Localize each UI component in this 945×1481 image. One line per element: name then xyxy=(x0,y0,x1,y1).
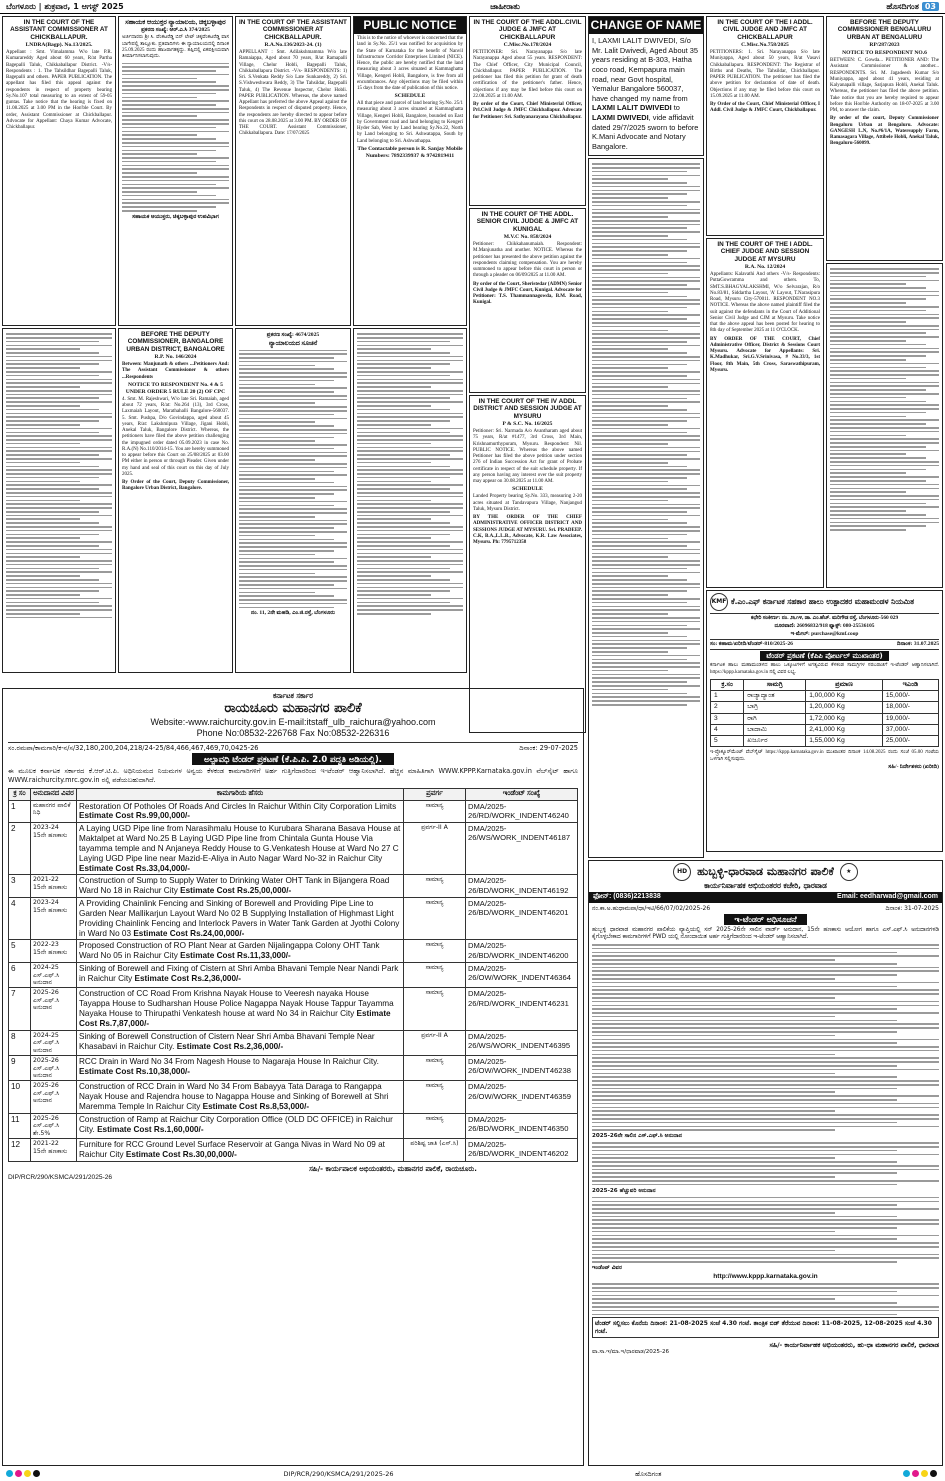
kmf-notice-title: ಟೆಂಡರ್ ಪ್ರಕಟಣೆ (ಕೆಪಿಪಿ ಪೋರ್ಟಲ್ ಮುಖಾಂತರ) xyxy=(760,651,888,661)
estimate-cost: Estimate Cost Rs.2,36,000/- xyxy=(176,1041,284,1051)
table-row xyxy=(9,823,578,875)
case-number: R.P. No. 146/2024 xyxy=(154,354,197,361)
paper-name: ಹೊಸದಿಗಂತ xyxy=(886,1,919,11)
work-name: Sinking of Borewell and Fixing of Cistern at Shri Amba Bhavani Temple Near Nandi Park in Raichur City xyxy=(79,964,399,984)
table-row xyxy=(9,963,578,988)
hdmc-code: ವಾ.ಸಾ.ಇ/ಮಾ.ಇ/ಧಾರವಾಡ/2025-26 xyxy=(592,1349,670,1356)
ad-hdmc-tender xyxy=(588,860,943,1466)
magenta-dot xyxy=(15,1470,22,1477)
schedule-text: All that piece and parcel of land bearing Sy.No. 25/1 measuring about 3 acres situated at Kammaghatta Village, Kengeri Hobli, Bangalore, bounded on East by Government road and land belonging to Kengeri Hyder Sab, West by Land bearing Sy.No.22, North by Land belonging to Sri. Ashwatappa, South by Land belonging to Sri. Ashwathappa. xyxy=(357,101,463,144)
black-dot xyxy=(33,1470,40,1477)
work-name: Construction of CC Road From Krishna Nayak House to Veeresh nayaka House Tayappa House to Sudharshan House Police Nagappa Nayak House Tappur Tayamma Nayaka House to Thirupathi Venkatesh house at ward No 34 in Raichur City xyxy=(79,989,394,1019)
ad-signature: By Order of the Court, Deputy Commissioner, Bangalore Urban District, Bangalore. xyxy=(122,480,229,492)
table-row xyxy=(9,1139,578,1162)
table-cell: 19,000/- xyxy=(882,713,938,724)
ad-signature: BY THE ORDER OF THE CHIEF ADMINISTRATIVE OFFICER DISTRICT AND SESSIONS JUDGE AT MYSURU. Sri. PRADEEP. C.K, B.A.,L.L.B., Advocate, K.R. Law Associates, Mysuru. Ph: 7795712358 xyxy=(473,515,582,546)
kmf-ref-row xyxy=(710,639,939,650)
hdmc-notice-title: ಇ-ಟೆಂಡರ್ ಅಧಿಸೂಚನೆ xyxy=(724,914,806,925)
cyan-dot xyxy=(6,1470,13,1477)
hdmc-date: ದಿನಾಂಕ: 31-07-2025 xyxy=(885,905,939,912)
ad-kannada-court-3 xyxy=(353,328,467,673)
row-work xyxy=(77,800,404,823)
row-number: 1 xyxy=(9,800,31,823)
row-indent: DMA/2025-26/WS/WORK_INDENT46187 xyxy=(466,823,578,875)
table-row xyxy=(9,800,578,823)
ad-body: Appellant : Smt. Vimalamma W/o late P.R. Kumarareddy Aged about 60 years, R/at Partha Bagepalli Taluk, Chikkaballapur District. -V/s- Respondents : 1. The Tahsildhar Bagepalli Taluk, Bagepalli and others. PAPER PUBLICATION. The appellant has filed this appeal against the respondents in respect of property bearing Sy.No.107 total measuring to an extent of 59-05 guntas. Take notice that the hearing is fixed on 11.08.2025 at 3.00 PM in the Hon'ble Court. By order, Assistant Commissioner at Chickballapur. Advocate for Appellant: Chaya Kumar Advocate, Chickballapur. xyxy=(6,50,112,131)
ad-body: Petitioner: Sri. Narmada A/o Avantharam aged about 75 years, R/at #1477, 3rd Cross, 3rd Main, Krishnamurthypuram, Mysuru. Respondent: Nil. PUBLIC NOTICE. Whereas the above named Petitioner has filed the above petition under section 276 of Indian Succession Act for grant of Probate certificate in respect of the suit schedule property. If any person having any interest over the suit property may appear on 30.08.2025 at 11.00 AM. xyxy=(473,429,582,485)
ad-title: ನ್ಯಾಯಾಲಯದ ಸೂಚನೆ xyxy=(268,339,318,347)
work-name: A Laying UGD Pipe line from Narasihmalu House to Kurubara Sharana Basava House at Maktalpet at Ward No.25 B Laying UGD Pipe line from Chintala Gunta House Via tayamma temple and N Anjaneya Reddy House to G.Venkatesh House at Ward No 27 C Laying UGD Pipe line near Mazid-E-Aliya in Auto Nagar Ward No-32 in Raichur City xyxy=(79,824,401,863)
raichur-title-wrap xyxy=(8,754,578,765)
row-work xyxy=(77,1030,404,1055)
row-grant: 2025-26 ಎಸ್.ಎಫ್.ಸಿ ಅನುದಾನ xyxy=(31,988,77,1030)
ad-title: CHANGE OF NAME xyxy=(590,18,702,32)
hdmc-ref: ನಂ.ಕಾ.ಅ.ಹುಧಾಮಪಾ/ಧಾ/ಇಟಿ/66/07/02/2025-26 xyxy=(592,905,711,912)
footer-code: DIP/RCR/290/KSMCA/291/2025-26 xyxy=(283,1470,394,1479)
color-registration-right xyxy=(903,1470,939,1479)
row-category: ಪ್ರವರ್ಗ-II A xyxy=(404,823,466,875)
new-name: LAXMI DWIVEDI xyxy=(592,113,649,122)
kmf-intro: ಕರ್ನಾಟಕ ಹಾಲು ಮಹಾಮಂಡಳದ ಹಾಲು ಒಕ್ಕೂಟಗಳಿಗೆ ಅಗತ್ಯವಿರುವ ಕೆಳಕಂಡ ಸಾಮಗ್ರಿಗಳ ಸರಬರಾಜಿಗೆ ಇ-ಟೆಂಡರ್ ಆಹ್ವಾನಿಸಲಾಗಿದೆ. https://kppp.karnataka.gov.in ನಲ್ಲಿ ವಿವರ ಲಭ್ಯ. xyxy=(710,663,939,675)
table-row xyxy=(711,713,939,724)
work-name: Furniture for RCC Ground Level Surface Reservoir at Ganga Nivas in Ward No 09 at Raichur City xyxy=(79,1140,385,1160)
row-work xyxy=(77,1139,404,1162)
page-header xyxy=(0,0,945,14)
table-header-cell: ಅನುದಾನದ ವಿವರ xyxy=(31,788,77,800)
ad-body: I, LAXMI LALIT DWIVEDI, S/o Mr. Lalit Dwivedi, Aged About 35 years residing at B-303, Hatha coco road, Kempapura main road, near Govt hospital, Yemalur Bangalore 560037, have changed my name from LAXMI LALIT DWIVEDI to LAXMI DWIVEDI, vide affidavit dated 29/7/2025 sworn to before K.Mani Advocate and Notary Bangalore. xyxy=(592,36,699,151)
ad-court-notice-center xyxy=(235,328,351,673)
row-work xyxy=(77,898,404,940)
row-category: ಪ್ರವರ್ಗ-II A xyxy=(404,1030,466,1055)
ad-dc-bengaluru-urban-1 xyxy=(826,16,943,261)
text-lines xyxy=(830,268,939,531)
table-row xyxy=(9,1114,578,1139)
case-number: P & S.C. No. 16/2025 xyxy=(502,421,553,428)
page-number: 03 xyxy=(922,2,939,11)
estimate-cost: Estimate Cost Rs.10,38,000/- xyxy=(79,1067,191,1077)
row-work xyxy=(77,875,404,898)
row-indent: DMA/2025-26/BD/WORK_INDENT46350 xyxy=(466,1114,578,1139)
ad-signature: BY ORDER OF THE COURT, Chief Administrative Officer, District & Sessions Court Mysuru. Advocate for Appellants: Sri. K.Madhukar, Sri.G.V.Srinivasa, # No.33/3, 1st Floor, 8th Main, 5th Cross, Saraswathipuram, Mysuru. xyxy=(710,336,820,373)
table-cell: 1 xyxy=(711,691,744,702)
hdmc-ref-row xyxy=(592,905,939,913)
table-cell: 37,000/- xyxy=(882,724,938,735)
ad-mysuru-court-appeal xyxy=(706,238,824,588)
ad-title: IN THE COURT OF THE ASSISTANT COMMISSIONER AT CHICKBALLAPUR. xyxy=(239,19,347,41)
case-number: LNDRA(Bagp). No.13/2025. xyxy=(25,42,93,49)
ad-kannada-court-4 xyxy=(826,263,943,588)
color-registration-left xyxy=(6,1470,42,1479)
hdmc-indent-list-2 xyxy=(592,1142,939,1185)
raichur-table-header xyxy=(9,788,578,800)
row-number: 3 xyxy=(9,875,31,898)
row-work xyxy=(77,963,404,988)
row-category: ಸಾಮಾನ್ಯ xyxy=(404,800,466,823)
table-header-cell: ಕ್ರ ಸಂ xyxy=(9,788,31,800)
ad-title: IN THE COURT OF THE I ADDL. CIVIL JUDGE AND JMFC AT CHICKBALLAPUR xyxy=(717,19,813,41)
table-row xyxy=(711,691,939,702)
table-cell: 2,41,000 Kg xyxy=(806,724,883,735)
row-grant: 2024-25 ಎಸ್.ಎಫ್.ಸಿ ಅನುದಾನ xyxy=(31,963,77,988)
row-indent: DMA/2025-26/RD/WORK_INDENT46240 xyxy=(466,800,578,823)
text-lines xyxy=(239,350,347,609)
row-category: ಸಾಮಾನ್ಯ xyxy=(404,875,466,898)
raichur-code: DIP/RCR/290/KSMCA/291/2025-26 xyxy=(8,1173,113,1181)
kmf-table-header xyxy=(711,679,939,690)
work-name: Restoration Of Potholes Of Roads And Circles In Raichur Within City Corporation Limits xyxy=(79,801,397,811)
table-row xyxy=(711,702,939,713)
table-cell: 1,55,000 Kg xyxy=(806,736,883,747)
row-number: 2 xyxy=(9,823,31,875)
magenta-dot xyxy=(912,1470,919,1477)
schedule-heading: SCHEDULE xyxy=(512,486,543,493)
hdmc-dates: ಟೆಂಡರ್ ಸಲ್ಲಿಸಲು ಕೊನೆಯ ದಿನಾಂಕ: 21-08-2025 ಸಂಜೆ 4.30 ಗಂಟೆ. ತಾಂತ್ರಿಕ ಬಿಡ್ ತೆರೆಯುವ ದಿನಾಂಕ: 11-08-2025, 12-08-2025 ಸಂಜೆ 4.30 ಗಂಟೆ. xyxy=(592,1317,939,1338)
table-header-cell: ಇಂಡೆಂಟ್ ಸಂಖ್ಯೆ xyxy=(466,788,578,800)
contact-info: The Contactable person is R. Sanjay Mobile Numbers: 7892339937 & 9742819411 xyxy=(357,145,463,159)
text-lines xyxy=(592,163,700,705)
row-grant: ಮಹಾನಗರ ಪಾಲಿಕೆ ನಿಧಿ xyxy=(31,800,77,823)
hdmc-logo-icon: HD xyxy=(673,863,691,881)
hdmc-office: ಕಾರ್ಯನಿರ್ವಾಹಕ ಅಭಿಯಂತರರ ಕಚೇರಿ, ಧಾರವಾಡ xyxy=(704,881,827,890)
hdmc-intro: ಹುಬ್ಬಳ್ಳಿ ಧಾರವಾಡ ಮಹಾನಗರ ಪಾಲಿಕೆಯ ವ್ಯಾಪ್ತಿಯಲ್ಲಿ ಸನ್ 2025-26ನೇ ಸಾಲಿನ ವಾರ್ಡ್ ಅನುದಾನ, 15ನೇ ಹಣಕಾಸು ಆಯೋಗ ಹಾಗೂ ಎಸ್.ಎಫ್.ಸಿ ಅನುದಾನಗಳಡಿ ಕೈಗೊಳ್ಳಬೇಕಾದ ಕಾಮಗಾರಿಗಳಿಗೆ PWD ಯಲ್ಲಿ ನೋಂದಾಯಿತ ಅರ್ಹ ಗುತ್ತಿಗೆದಾರರಿಂದ ಇ-ಟೆಂಡರ್ ಆಹ್ವಾನಿಸಲಾಗಿದೆ. xyxy=(592,926,939,941)
ad-signature: By order of the court, Deputy Commissioner Bengaluru Urban at Bengaluru. Advocate: GANGESH L.N, No.#6/1A, Watersupply Farm, Ramasagara Village, Attibele Hobli, Anekal Taluk, Bengaluru-560099. xyxy=(830,116,939,147)
ad-signature: By order of the Court, Chief Ministerial Officer, Prl.Civil Judge & JMFC Chickballapur. Advocate for Petitioner: Sri. Sathyanarayana Chickballapur. xyxy=(473,102,582,120)
raichur-table xyxy=(8,788,578,1162)
table-cell: 3 xyxy=(711,713,744,724)
ad-signature: By Order of the Court, Chief Ministerial Officer, I Addl. Civil Judge & JMFC Court, Chickballapur. xyxy=(710,102,820,114)
row-indent: DMA/2025-26/BD/WORK_INDENT46202 xyxy=(466,1139,578,1162)
emblem-icon: ★ xyxy=(840,863,858,881)
footer-paper: ಹೊಸದಿಗಂತ xyxy=(635,1470,662,1479)
row-indent: DMA/2025-26/RD/WORK_INDENT46231 xyxy=(466,988,578,1030)
row-number: 11 xyxy=(9,1114,31,1139)
text-lines xyxy=(6,333,112,618)
header-paper xyxy=(886,2,939,12)
ad-title: ಸಹಾಯಕ ಆಯುಕ್ತರ ನ್ಯಾಯಾಲಯ, ಚಿಕ್ಕಬಳ್ಳಾಪುರ xyxy=(125,19,226,26)
table-header-cell: ಕ್ರ.ಸಂ xyxy=(711,679,744,690)
raichur-website: Website:-www.raichurcity.gov.in E-mail:itstaff_ulb_raichura@yahoo.com xyxy=(150,717,436,727)
ad-body: BETWEEN: C. Gowda... PETITIONER AND: The Assistant Commissioner & another... RESPONDENTS. Sri. M. Jagadeesh Kumar S/o Muniyappa, aged about 41 years, residing at Kalyanapalli village, Sarjapura Hobli, Anekal Taluk. Whereas, the petitioner has filed the above petition. Take notice that you are hereby required to appear before this Hon'ble Authority on 18-07-2025 at 3.00 PM, to answer the claim. xyxy=(830,58,939,114)
table-cell: 2 xyxy=(711,702,744,713)
row-number: 7 xyxy=(9,988,31,1030)
row-grant: 2021-22 15ನೇ ಹಣಕಾಸು xyxy=(31,1139,77,1162)
hdmc-title-wrap xyxy=(592,915,939,925)
hdmc-signature: ಸಹಿ/- ಕಾರ್ಯನಿರ್ವಾಹಕ ಅಭಿಯಂತರರು, ಹು-ಧಾ ಮಹಾನಗರ ಪಾಲಿಕೆ, ಧಾರವಾಡ xyxy=(769,1341,939,1350)
ad-body: This is to the notice of whoever is concerned that the land in Sy.No. 25/1 was notified for acquisition by the State of Karnataka for the benefit of Nanvil Infrastructure Corridor Enterprises Limited (NICE). Hence, the public are hereby notified that the land measuring about 3 acres situated at Kammaghatta Village, Kengeri Hobli, Bangalore, is free from all encumbrances. Any objections may be filed within 15 days from the date of publication of this notice. xyxy=(357,36,463,91)
work-name: Sinking of Borewell Construction of Cistern Near Shri Amba Bhavani Temple Near Khasabavi in Raichur City. xyxy=(79,1031,375,1051)
ad-civil-judge-chickballapur xyxy=(469,16,586,206)
row-indent: DMA/2025-26/WS/WORK_INDENT46395 xyxy=(466,1030,578,1055)
row-category: ಪರಿಶಿಷ್ಟ ಜಾತಿ (ಎಸ್.ಸಿ) xyxy=(404,1139,466,1162)
table-cell: 15,000/- xyxy=(882,691,938,702)
table-header-cell: ಪ್ರಮಾಣ xyxy=(806,679,883,690)
ad-title: IN THE COURT OF THE ASSISTANT COMMISSIONER AT CHICKBALLAPUR. xyxy=(10,19,108,41)
case-number: C.Misc.No.758/2025 xyxy=(741,42,789,49)
kmf-footer: ಇ-ಪ್ರೊಕ್ಯೂರ್‌ಮೆಂಟ್ ವೆಬ್‌ಸೈಟ್ https://kppp.karnataka.gov.in ಮುಖಾಂತರ ದಿನಾಂಕ 14.08.2025 ರಂದು ಸಂಜೆ 05.00 ಗಂಟೆಯ ಒಳಗಾಗಿ ಸಲ್ಲಿಸುವುದು. xyxy=(710,750,939,762)
table-cell: 18,000/- xyxy=(882,702,938,713)
table-row xyxy=(9,898,578,940)
hdmc-indent-list-3 xyxy=(592,1197,939,1263)
header-section: ಜಾಹೀರಾತು xyxy=(490,1,520,11)
ad-kannada-court-2 xyxy=(2,328,116,673)
table-cell: ರಾಜ್ಯಾದ್ಯಾಂತ xyxy=(744,691,806,702)
kmf-address: ಕಛೇರಿ ಸಂಕೀರ್ಣ: ನಂ. ೨೬೧೪, ಡಾ. ಎಂ.ಹೆಚ್. ಮರಿಗೌಡ ರಸ್ತೆ, ಬೆಂಗಳೂರು-560 029 xyxy=(750,615,899,621)
row-work xyxy=(77,940,404,963)
kmf-table xyxy=(710,679,939,747)
kmf-ref: ಸಂ: ಕಹಾಮ/ಖರೀದಿ/ಟೆಂಡರ್-810/2025-26 xyxy=(710,641,793,648)
ad-title: IN THE COURT OF THE I ADDL. CHIEF JUDGE AND SESSION JUDGE AT MYSURU xyxy=(717,241,813,263)
work-name: Construction of Ramp at Raichur City Corporation Office (OLD DC OFFICE) in Raichur City. xyxy=(79,1115,393,1134)
hdmc-name: ಹುಬ್ಬಳ್ಳಿ-ಧಾರವಾಡ ಮಹಾನಗರ ಪಾಲಿಕೆ xyxy=(697,865,834,879)
cyan-dot xyxy=(903,1470,910,1477)
raichur-name: ರಾಯಚೂರು ಮಹಾನಗರ ಪಾಲಿಕೆ xyxy=(224,700,362,716)
row-grant: 2023-24 15ನೇ ಹಣಕಾಸು xyxy=(31,823,77,875)
header-date: ಬೆಂಗಳೂರು | ಶುಕ್ರವಾರ, 1 ಆಗಸ್ಟ್ 2025 xyxy=(6,1,124,11)
row-number: 12 xyxy=(9,1139,31,1162)
work-name: Construction of Sump to Supply Water to Drinking Water OHT Tank in Bijangera Road Ward No 18 in Raichur City xyxy=(79,876,390,896)
table-row xyxy=(9,1056,578,1081)
hdmc-contact-bar xyxy=(589,892,942,903)
hdmc-website: http://www.kppp.karnataka.gov.in xyxy=(713,1272,818,1280)
row-category: ಸಾಮಾನ್ಯ xyxy=(404,898,466,940)
raichur-ref: ಸಂ.ರಮಪಾ/ಕಾಮಗಾರಿ/ಕ-ನ/ಸ/32,180,200,204,218/24-25/84,466,467,469,70,0425-26 xyxy=(8,743,259,752)
ad-title: BEFORE THE DEPUTY COMMISSIONER, BANGALORE URBAN DISTRICT, BANGALORE xyxy=(126,331,225,353)
raichur-intro: ಈ ಮೂಲಕ ಕರ್ನಾಟಕ ಸರ್ಕಾರದ ಕೆ.ಆರ್.ಟಿ.ಪಿ. ಅಧಿನಿಯಮದ ನಿಯಮಗಳ ಅನ್ವಯ ಕೆಳಕಂಡ ಕಾಮಗಾರಿಗಳಿಗೆ ಅರ್ಹ ಗುತ್ತಿಗೆದಾರರಿಂದ ಇ-ಟೆಂಡರ್ ಆಹ್ವಾನಿಸಲಾಗಿದೆ. ಹೆಚ್ಚಿನ ಮಾಹಿತಿಗಾಗಿ WWW.KPPP.Karnataka.gov.in ವೆಬ್‌ಸೈಟ್ ಹಾಗೂ WWW.raichurcity.mrc.gov.in ರಲ್ಲಿ ಪಡೆಯಬಹುದಾಗಿದೆ. xyxy=(8,766,578,784)
row-number: 8 xyxy=(9,1030,31,1055)
row-category: ಸಾಮಾನ್ಯ xyxy=(404,963,466,988)
row-grant: 2025-26 ಎಸ್.ಎಫ್.ಸಿ ಅನುದಾನ xyxy=(31,1056,77,1081)
ad-kmf-tender xyxy=(706,590,943,852)
text-lines xyxy=(122,63,229,212)
row-grant: 2021-22 15ನೇ ಹಣಕಾಸು xyxy=(31,875,77,898)
table-cell: 1,72,000 Kg xyxy=(806,713,883,724)
row-work xyxy=(77,1114,404,1139)
hdmc-subhead-3: ಇಂಡೆಂಟ್ ವಿವರ xyxy=(592,1264,622,1271)
ad-body: PETITIONERS: 1. Sri. Narayanappa S/o late Muniyappa, Aged about 50 years, R/at Vasavi Chikkaballapura. RESPONDENT: The Registrar of Births and Deaths, The Tahsildar, Chickballapur. PAPER PUBLICATION. The petitioner has filed the above petition for declaration of date of death. Objections if any may be filed before this court on 15.09.2025 at 11.00 AM. xyxy=(710,50,820,99)
ad-ac-chickballapur-2 xyxy=(235,16,351,326)
row-category: ಸಾಮಾನ್ಯ xyxy=(404,988,466,1030)
row-number: 5 xyxy=(9,940,31,963)
estimate-cost: Estimate Cost Rs.7,87,000/- xyxy=(79,1009,391,1029)
hdmc-email: Email: eedharwad@gmail.com xyxy=(837,893,938,901)
ad-kunigal-court xyxy=(469,208,586,393)
ad-body: 4. Smt. M. Rajeshwari, W/o late Sri. Ramaiah, aged about 72 years, R/at: No.264 (13), 3rd Cross, Laxmaiah Layout, Marathahalli Bangalore-560037. 5. Smt. Pushpa, D/o Govindappa, aged about 45 years, R/at: Lakshmipura Village, Jigani Hobli, Anekal Taluk, Bangalore District. Whereas, the petitioners have filed the above petition challenging the impugned order dated 05.09.2023 in case No. R.A.(N) No.110/2014-15. You are hereby summoned to appear before this Court on 25/08/2025 at 03.00 PM either in person or through Pleader. Given under my hand and seal of this court on this day of July 2025. xyxy=(122,396,229,477)
ad-kannada-court-1 xyxy=(118,16,233,326)
case-number: ಪ್ರಕರಣ ಸಂಖ್ಯೆ: 4674/2025 xyxy=(266,332,320,338)
raichur-gov: ಕರ್ನಾಟಕ ಸರ್ಕಾರ xyxy=(273,692,313,700)
hdmc-indent-list xyxy=(592,944,939,1131)
notice-subtitle: NOTICE TO RESPONDENT No. 4 & 5 UNDER ORDER 5 RULE 20 (2) OF CPC xyxy=(125,381,226,395)
yellow-dot xyxy=(921,1470,928,1477)
row-work xyxy=(77,1081,404,1114)
estimate-cost: Estimate Cost Rs.33,04,000/- xyxy=(79,863,191,873)
estimate-cost: Estimate Cost Rs.24,00,000/- xyxy=(133,928,245,938)
ad-ac-chickballapur-1 xyxy=(2,16,116,326)
case-number: ಪ್ರಕರಣ ಸಂಖ್ಯೆ: ಆರ್.ಎ.ಸಿ 374/2025 xyxy=(141,27,210,34)
case-number: C.Misc.No.178/2024 xyxy=(503,42,552,49)
row-indent: DMA/2025-26/OW/WORK_INDENT46364 xyxy=(466,963,578,988)
table-cell: 1,00,000 Kg xyxy=(806,691,883,702)
row-category: ಸಾಮಾನ್ಯ xyxy=(404,940,466,963)
ad-signature: ಸಹಾಯಕ ಆಯುಕ್ತರು, ಚಿಕ್ಕಬಳ್ಳಾಪುರ ಉಪವಿಭಾಗ xyxy=(132,213,219,220)
row-grant: 2024-25 ಎಸ್.ಎಫ್.ಸಿ ಅನುದಾನ xyxy=(31,1030,77,1055)
estimate-cost: Estimate Cost Rs.99,00,000/- xyxy=(79,811,191,821)
ad-dc-bangalore-urban-2 xyxy=(118,328,233,673)
hdmc-subhead-2: 2025-26 ಹೆಚ್ಚುವರಿ ಅನುದಾನ xyxy=(592,1187,656,1194)
row-indent: DMA/2025-26/BD/WORK_INDENT46200 xyxy=(466,940,578,963)
raichur-phone: Phone No:08532-226768 Fax No:08532-226316 xyxy=(196,728,390,739)
row-indent: DMA/2025-26/BD/WORK_INDENT46201 xyxy=(466,898,578,940)
ad-signature: By order of the Court, Sheristedar (ADMN) Senior Civil Judge & JMFC Court, Kunigal. Advocate for Petitioner: T.S. Thammannagowda, B.M. Road, Kunigal. xyxy=(473,281,582,306)
ad-signature: ನಂ. 11, 2ನೇ ಮಹಡಿ, ಎಂ.ಜಿ.ರಸ್ತೆ, ಬೆಂಗಳೂರು xyxy=(250,610,336,617)
work-name: Proposed Construction of RO Plant Near at Garden Nijalingappa Colony OHT Tank Ward No 05 in Raichur City xyxy=(79,941,380,961)
estimate-cost: Estimate Cost Rs.30,00,000/- xyxy=(125,1150,237,1160)
hdmc-subhead-1: 2025-26ನೇ ಸಾಲಿನ ಎಸ್.ಎಫ್.ಸಿ ಅನುದಾನ xyxy=(592,1133,682,1140)
estimate-cost: Estimate Cost Rs.8,53,000/- xyxy=(202,1102,310,1112)
table-row xyxy=(711,724,939,735)
kmf-logo-icon: KMF xyxy=(710,593,728,611)
row-grant: 2022-23 15ನೇ ಹಣಕಾಸು xyxy=(31,940,77,963)
table-cell: ಖರ್ಜೂರ xyxy=(744,736,806,747)
kmf-signature: ಸಹಿ/- ನಿರ್ದೇಶಕರು (ಖರೀದಿ) xyxy=(888,763,939,770)
raichur-notice-title: ಅಲ್ಪಾವಧಿ ಟೆಂಡರ್ ಪ್ರಕಟಣೆ (ಕೆ.ಪಿ.ಪಿ. 2.0 ಪದ್ಧತಿ ಅಡಿಯಲ್ಲಿ). xyxy=(192,753,394,765)
ad-title: IN THE COURT OF THE ADDL. SENIOR CIVIL JUDGE & JMFC AT KUNIGAL xyxy=(476,211,579,233)
row-work xyxy=(77,988,404,1030)
ad-title: PUBLIC NOTICE xyxy=(354,17,466,34)
case-number: RP/287/2023 xyxy=(869,42,900,49)
raichur-signature: ಸಹಿ/- ಕಾರ್ಯಪಾಲಕ ಅಭಿಯಂತರರು, ಮಹಾನಗರ ಪಾಲಿಕೆ, ರಾಯಚೂರು. xyxy=(309,1165,477,1174)
work-name: Construction of RCC Drain in Ward No 34 From Babayya Tata Daraga to Rangappa Nayak House and Rajendra house to Nagappa House and Sinking of Borewell at Shri Maremma Temple In Raichur City xyxy=(79,1082,389,1112)
notice-subtitle: NOTICE TO RESPONDENT NO.6 xyxy=(842,50,927,57)
ad-raichur-tender xyxy=(2,688,584,1466)
row-number: 4 xyxy=(9,898,31,940)
row-indent: DMA/2025-26/BD/WORK_INDENT46192 xyxy=(466,875,578,898)
ad-parties: Between: Manjunath & others ...Petitioners And: The Assistant Commissioner & others ...Respondents xyxy=(122,362,229,380)
ad-body: ಅರ್ಜಿದಾರರು ಶ್ರೀ ಸಿ. ವೆಂಕಟರೆಡ್ಡಿ ಬಿನ್ ಲೇಟ್ ಚಿಕ್ಕವೆಂಕಟರೆಡ್ಡಿ ವಾಸ ಬಾಗೇಪಲ್ಲಿ ತಾಲ್ಲೂಕು. ಪ್ರತಿವಾದಿಗಳು ಈ ನ್ಯಾಯಾಲಯದಲ್ಲಿ ದಿನಾಂಕ 25.09.2025 ರಂದು ಹಾಜರಾಗತಕ್ಕದ್ದು. ತಪ್ಪಿದಲ್ಲಿ ಏಕಪಕ್ಷೀಯವಾಗಿ ತೀರ್ಮಾನಿಸಲಾಗುವುದು. xyxy=(122,35,229,60)
hdmc-phone: ಫೋನ್: (0836)2213838 xyxy=(593,893,661,901)
kmf-header xyxy=(710,593,939,614)
ad-body: Petitioner: Chikkahanumaiah. Respondent: M.Manjunatha and another. NOTICE. Whereas the petitioner has presented the above petition against the respondents claiming compensation. You are hereby summoned to appear before this court in person or through a pleader on 06/09/2025 at 11.00 AM. xyxy=(473,242,582,279)
table-header-cell: ಸಾಮಗ್ರಿ xyxy=(744,679,806,690)
schedule-heading: SCHEDULE xyxy=(394,93,426,100)
row-grant: 2025-26 ಎಸ್.ಎಫ್.ಸಿ ಶೇ.5% xyxy=(31,1114,77,1139)
table-cell: ಬಾದಾಮಿ xyxy=(744,724,806,735)
ad-change-of-name xyxy=(588,16,704,156)
kmf-name: ಕೆ.ಎಂ.ಎಫ್ ಕರ್ನಾಟಕ ಸಹಕಾರ ಹಾಲು ಉತ್ಪಾದಕರ ಮಹಾಮಂಡಳ ನಿಯಮಿತ xyxy=(731,597,915,607)
row-work xyxy=(77,1056,404,1081)
estimate-cost: Estimate Cost Rs.1,60,000/- xyxy=(97,1124,204,1134)
raichur-table-body xyxy=(9,800,578,1162)
ad-body: APPELLANT : Smt. Adilakshmamma W/o late Ramaiappa, Aged about 70 years, R/at Ramapalli Village, Chelur Hobli, Bagepalli Taluk, Chikkaballapura District. -V/s- RESPONDENTS: 1) Sri. S.Venkata Reddy S/o Late Sunkareddy, 2) Sri. S.Vishweshwara Reddy, 3) The Tahsildar, Bagepalli Taluk, 4) The Revenue Inspector, Chelur Hobli. PAPER PUBLICATION. Whereas, the above named Appellant has preferred the above Appeal against the Respondents in respect of disputed property. Hence, the respondents are hereby directed to appear before this court on 28.08.2025 at 3.00 PM. BY ORDER OF THE COURT. Assistant Commissioner, Chikkaballapura. Date: 17/07/2025 xyxy=(239,50,347,137)
hdmc-header xyxy=(592,863,939,881)
kmf-phone: ದೂರವಾಣಿ: 26096832/918 ಫ್ಯಾಕ್ಸ್: 080-25536105 xyxy=(774,622,875,629)
ad-body: PETITIONER: Sri. Narayanappa S/o late Narayanappa Aged about 55 years. RESPONDENT: The Chief Officer, City Municipal Council, Chickballapur. PAPER PUBLICATION. The petitioner has filed this petition for grant of death certification of the petitioner's father. Hence, objections if any may be filed before this court on 22.08.2025 at 11.00 AM. xyxy=(473,50,582,99)
row-grant: 2023-24 15ನೇ ಹಣಕಾಸು xyxy=(31,898,77,940)
estimate-cost: Estimate Cost Rs.2,36,000/- xyxy=(134,974,242,984)
row-category: ಸಾಮಾನ್ಯ xyxy=(404,1114,466,1139)
row-category: ಸಾಮಾನ್ಯ xyxy=(404,1081,466,1114)
table-cell: 1,20,000 Kg xyxy=(806,702,883,713)
row-category: ಸಾಮಾನ್ಯ xyxy=(404,1056,466,1081)
table-cell: 5 xyxy=(711,736,744,747)
table-row xyxy=(9,875,578,898)
old-name: LAXMI LALIT DWIVEDI xyxy=(592,103,672,113)
ad-title: IN THE COURT OF THE IV ADDL DISTRICT AND SESSION JUDGE AT MYSURU xyxy=(473,398,582,420)
table-header-cell: ಪ್ರವರ್ಗ xyxy=(404,788,466,800)
table-row xyxy=(9,1030,578,1055)
case-number: R.A. No. 12/2024 xyxy=(744,264,786,271)
table-cell: 4 xyxy=(711,724,744,735)
ad-public-notice xyxy=(353,16,467,326)
ad-i-addl-civil-judge xyxy=(706,16,824,236)
table-row xyxy=(9,1081,578,1114)
case-number: R.A.No.136/2023-24. (1) xyxy=(264,42,322,49)
row-indent: DMA/2025-26/OW/WORK_INDENT46359 xyxy=(466,1081,578,1114)
kmf-email: ಇ-ಮೇಲ್: purchase@kmf.coop xyxy=(790,630,859,637)
hdmc-indent-list-4 xyxy=(592,1283,939,1315)
ad-kannada-court-column xyxy=(588,158,704,858)
row-number: 9 xyxy=(9,1056,31,1081)
ad-title: BEFORE THE DEPUTY COMMISSIONER BENGALURU URBAN AT BENGALURU xyxy=(837,19,932,41)
work-name: RCC Drain in Ward No 34 From Nagesh House to Nagaraja House In Raichur City. xyxy=(79,1057,379,1067)
row-grant: 2025-26 ಎಸ್.ಎಫ್.ಸಿ ಅನುದಾನ xyxy=(31,1081,77,1114)
ad-body: Appellants: Kalavathi And others -V/s- Respondents: PuttaGowramma and others. To, SMT.S.BHAGYALAKSHMI, W/o Selvarajan, R/o No.83/81, Siddartha Layout, 'A' Layout, T.Narasipura Road, Mysuru City-570011. RESPONDENT NO.3 NOTICE. Whereas the above named plaintiff filed the suit against the defendants in the Court of Additional Senior Civil Judge and CJM at Mysuru. Take notice that the above appeal has been posted for hearing to 8th day of September 2025 at 11 O'CLOCK. xyxy=(710,272,820,334)
table-header-cell: ಕಾಮಗಾರಿಯ ಹೆಸರು xyxy=(77,788,404,800)
page-footer xyxy=(0,1468,945,1481)
ad-mysuru-probate xyxy=(469,395,586,733)
table-cell: 25,000/- xyxy=(882,736,938,747)
table-row xyxy=(9,988,578,1030)
ad-title: IN THE COURT OF THE ADDL.CIVIL JUDGE & JMFC AT CHICKBALLAPUR xyxy=(473,19,582,41)
raichur-ref-row xyxy=(8,742,578,752)
table-cell: ರಾಗಿ xyxy=(744,713,806,724)
black-dot xyxy=(930,1470,937,1477)
table-cell: ಬಾಗ್ರಿ xyxy=(744,702,806,713)
row-number: 10 xyxy=(9,1081,31,1114)
case-number: M.V.C No. 858/2024 xyxy=(503,234,552,241)
table-row xyxy=(9,940,578,963)
kmf-date: ದಿನಾಂಕ: 31.07.2025 xyxy=(896,641,939,648)
work-name: A Providing Chainlink Fencing and Sinking of Borewell and Providing Pipe Line to Garden Near Mallikarjun Layout Ward No 02 B Supplying Installation of Highmast Light Providing Chainlink Fencing and Interlock Pavers in Water Tank Garden at Jyothi Colony in Ward No 03 xyxy=(79,899,400,938)
schedule-text: Landed Property bearing Sy.No. 333, measuring 2-20 acres situated at Tandavapura Village, Nanjangud Taluk, Mysuru District. xyxy=(473,494,582,512)
row-number: 6 xyxy=(9,963,31,988)
text-lines xyxy=(357,333,463,614)
row-indent: DMA/2025-26/OW/WORK_INDENT46238 xyxy=(466,1056,578,1081)
row-work xyxy=(77,823,404,875)
yellow-dot xyxy=(24,1470,31,1477)
kmf-table-body xyxy=(711,691,939,747)
estimate-cost: Estimate Cost Rs.25,00,000/- xyxy=(180,886,292,896)
estimate-cost: Estimate Cost Rs.11,33,000/- xyxy=(180,951,291,961)
kmf-title-wrap xyxy=(710,652,939,661)
table-header-cell: ಇಎಂಡಿ xyxy=(882,679,938,690)
raichur-date: ದಿನಾಂಕ: 29-07-2025 xyxy=(519,743,578,752)
table-row xyxy=(711,736,939,747)
